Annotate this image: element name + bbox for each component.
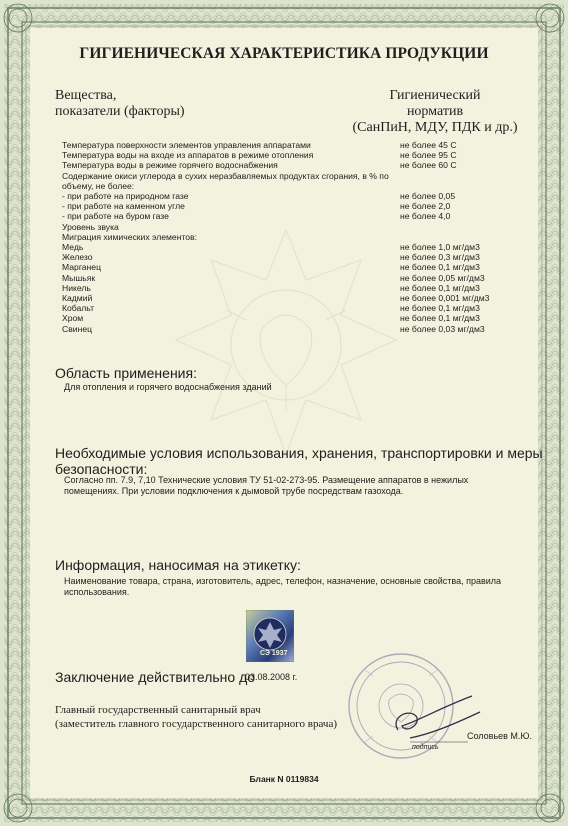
table-row [62, 181, 502, 191]
row-name: объему, не более: [62, 180, 135, 191]
scope-text: Для отопления и горячего водоснабжения зданий [64, 382, 272, 392]
row-name: - при работе на каменном угле [62, 201, 185, 212]
table-row [62, 242, 502, 252]
signature [380, 690, 490, 750]
row-name: Никель [62, 282, 91, 293]
row-name: Температура поверхности элементов управления аппаратами [62, 140, 311, 150]
header-norm-line: (СанПиН, МДУ, ПДК и др.) [352, 120, 518, 135]
row-name: Мышьяк [62, 272, 96, 283]
row-value: не более 0,05 [400, 191, 456, 202]
table-row [62, 252, 502, 262]
row-value: не более 2,0 [400, 201, 451, 212]
header-norm [340, 88, 530, 136]
row-value: не более 45 С [400, 140, 457, 150]
row-value: не более 0,1 мг/дм3 [400, 282, 480, 293]
row-name: - при работе на природном газе [62, 191, 189, 202]
table-row [62, 324, 502, 334]
row-value: не более 0,1 мг/дм3 [400, 262, 480, 273]
row-value: не более 0,1 мг/дм3 [400, 313, 480, 324]
row-value: не более 4,0 [400, 211, 451, 222]
conditions-text: Согласно пп. 7.9, 7,10 Технические условия ТУ 51-02-273-95. Размещение аппаратов в нежилых помещениях. При условии подключения к дымовой трубе посредствам газохода. [64, 475, 469, 496]
hologram-sticker [246, 610, 294, 662]
table-row [62, 211, 502, 221]
signature-caption: подпись [412, 744, 439, 751]
row-name: Железо [62, 252, 93, 263]
document-title: ГИГИЕНИЧЕСКАЯ ХАРАКТЕРИСТИКА ПРОДУКЦИИ [79, 45, 489, 62]
row-name: Кадмий [62, 293, 93, 304]
row-name: Миграция химических элементов: [62, 231, 198, 242]
table-row [62, 140, 502, 150]
blank-number: Бланк N 0119834 [249, 774, 319, 784]
validity-date: 03.08.2008 г. [245, 672, 298, 682]
table-row [62, 201, 502, 211]
header-substances-line: Вещества, [55, 88, 117, 103]
header-substances [55, 88, 185, 120]
row-value [400, 181, 502, 191]
doctor-title-line: (заместитель главного государственного санитарного врача) [55, 718, 338, 730]
table-row [62, 283, 502, 293]
table-row [62, 262, 502, 272]
row-value: не более 0,1 мг/дм3 [400, 303, 480, 314]
row-name: Содержание окиси углерода в сухих неразбавляемых продуктах сгорания, в % по [62, 170, 389, 181]
row-name: Кобальт [62, 303, 95, 314]
table-row [62, 232, 502, 242]
row-name: Температура воды в режиме горячего водоснабжения [62, 160, 278, 171]
validity-label: Заключение действительно до [55, 669, 256, 685]
row-name: Медь [62, 242, 84, 253]
row-value [400, 232, 502, 242]
doctor-title-line: Главный государственный санитарный врач [55, 704, 261, 716]
row-name: - при работе на буром газе [62, 211, 169, 222]
label-info-text: Наименование товара, страна, изготовитель, адрес, телефон, назначение, основные свойства, правила использования. [64, 576, 502, 597]
conditions-label-line: безопасности: [55, 461, 148, 477]
table-row [62, 171, 502, 181]
table-row [62, 303, 502, 313]
header-norm-line: норматив [406, 104, 464, 119]
row-name: Уровень звука [62, 221, 119, 232]
row-value [400, 171, 502, 181]
table-row [62, 160, 502, 170]
label-info-label: Информация, наносимая на этикетку: [55, 557, 301, 573]
row-value: не более 0,03 мг/дм3 [400, 323, 485, 334]
scope-label: Область применения: [55, 365, 197, 381]
row-value: не более 0,05 мг/дм3 [400, 272, 485, 283]
table-row [62, 191, 502, 201]
row-value: не более 0,001 мг/дм3 [400, 293, 490, 304]
row-value: не более 95 С [400, 150, 457, 161]
conditions-label-line: Необходимые условия использования, хранения, транспортировки и меры [55, 445, 543, 461]
row-name: Марганец [62, 262, 101, 273]
table-row [62, 293, 502, 303]
table-row [62, 150, 502, 160]
row-name: Свинец [62, 323, 93, 334]
hygiene-table [62, 140, 502, 334]
hologram-text: СЭ 1937 [260, 650, 288, 657]
row-value [400, 222, 502, 232]
signer-name: Соловьев М.Ю. [467, 731, 533, 741]
conditions-label [55, 445, 543, 477]
table-row [62, 222, 502, 232]
row-name: Хром [62, 313, 84, 324]
header-substances-line: показатели (факторы) [55, 104, 185, 119]
row-value: не более 0,3 мг/дм3 [400, 252, 480, 263]
header-norm-line: Гигиенический [389, 88, 481, 103]
row-name: Температура воды на входе из аппаратов в режиме отопления [62, 150, 314, 161]
row-value: не более 60 С [400, 160, 457, 171]
table-row [62, 273, 502, 283]
doctor-title [55, 703, 337, 731]
row-value: не более 1,0 мг/дм3 [400, 242, 480, 253]
table-row [62, 313, 502, 323]
